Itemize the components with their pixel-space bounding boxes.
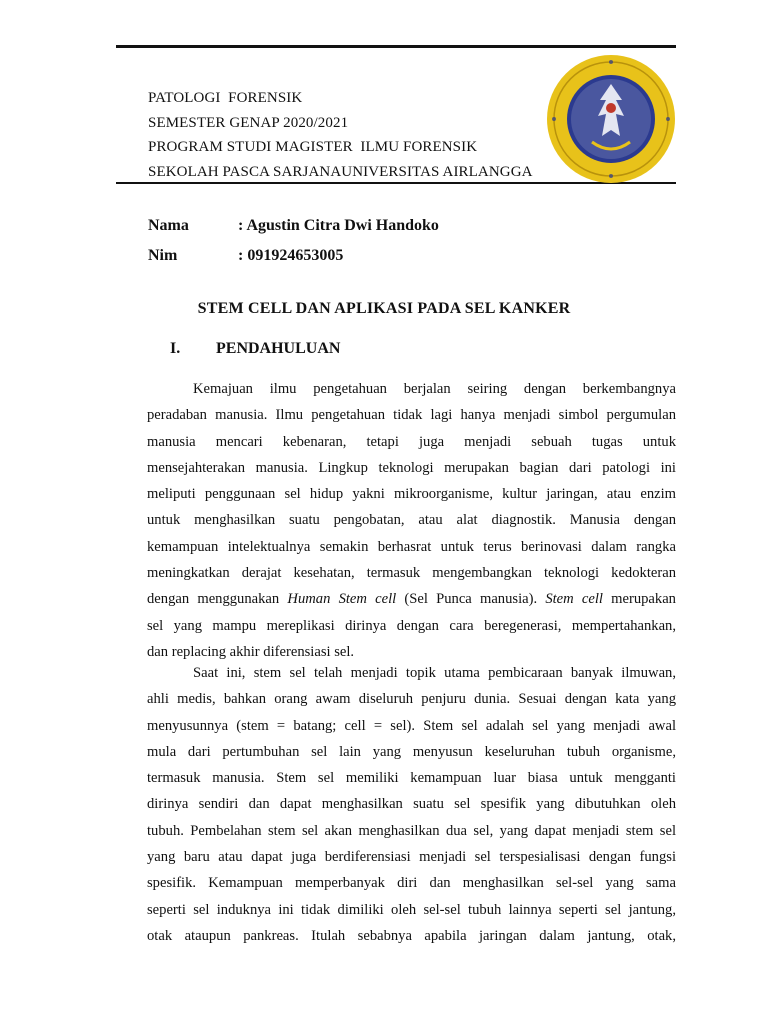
header-course: PATOLOGI FORENSIK [148, 90, 303, 106]
paragraph-line: meningkatkan derajat kesehatan, termasuk mengembangkan teknologi kedokteran [147, 565, 676, 582]
paragraph-1 [147, 376, 676, 665]
paragraph-line: menyusunnya (stem = batang; cell = sel). Stem sel adalah sel yang menjadi awal [147, 717, 676, 734]
paragraph-line: sel yang mampu mereplikasi dirinya dengan cara beregenerasi, mempertahankan, [147, 617, 676, 634]
header-semester: SEMESTER GENAP 2020/2021 [148, 114, 349, 131]
paragraph-line: manusia mencari kebenaran, tetapi juga menjadi sebuah tugas untuk [147, 433, 676, 450]
section-number: I. [170, 340, 181, 357]
nim-label: Nim [148, 247, 178, 264]
paragraph-line: yang baru atau dapat juga berdiferensiasi menjadi sel terspesialisasi dengan fungsi [147, 849, 676, 866]
document-header [148, 86, 533, 184]
paragraph-line: seperti sel induknya ini tidak dimiliki oleh sel-sel tubuh lainnya seperti sel jantung, [147, 901, 676, 918]
paragraph-line: spesifik. Kemampuan memperbanyak diri dan menghasilkan sel-sel yang sama [147, 875, 676, 892]
header-program: PROGRAM STUDI MAGISTER ILMU FORENSIK [148, 139, 478, 155]
text-run: dengan menggunakan [147, 591, 288, 608]
paragraph-line: mula dari pertumbuhan sel lain yang menyusun keseluruhan tubuh organisme, [147, 743, 676, 760]
document-title: STEM CELL DAN APLIKASI PADA SEL KANKER [197, 300, 571, 317]
paragraph-line: dirinya sendiri dan dapat menghasilkan suatu sel spesifik yang dibutuhkan oleh [147, 796, 676, 813]
text-run: merupakan [602, 591, 676, 608]
paragraph-2 [147, 660, 676, 949]
paragraph-line: Saat ini, stem sel telah menjadi topik utama pembicaraan banyak ilmuwan, [193, 665, 676, 681]
paragraph-line: meliputi penggunaan sel hidup yakni mikroorganisme, kultur jaringan, atau enzim [147, 486, 676, 503]
paragraph-line: untuk menghasilkan suatu pengobatan, atau alat diagnostik. Manusia dengan [147, 512, 676, 529]
paragraph-line: peradaban manusia. Ilmu pengetahuan tidak lagi hanya menjadi simbol pergumulan [147, 407, 676, 424]
section-heading [170, 340, 340, 358]
paragraph-line: Kemajuan ilmu pengetahuan berjalan seiring dengan berkembangnya [193, 381, 676, 397]
paragraph-line: dan replacing akhir diferensiasi sel. [147, 643, 355, 660]
paragraph-line: tubuh. Pembelahan stem sel akan menghasilkan dua sel, yang dapat menjadi stem sel [147, 822, 676, 839]
paragraph-line: otak ataupun pankreas. Itulah sebabnya apabila jaringan dalam jantung, otak, [147, 927, 676, 944]
university-seal-logo [544, 52, 678, 186]
student-info [148, 211, 439, 271]
paragraph-line: termasuk manusia. Stem sel memiliki kemampuan luar biasa untuk mengganti [147, 770, 676, 787]
top-rule [116, 45, 676, 48]
header-school: SEKOLAH PASCA SARJANAUNIVERSITAS AIRLANGGA [148, 163, 533, 180]
nim-value: : 091924653005 [238, 247, 344, 264]
name-label: Nama [148, 217, 189, 234]
paragraph-line [147, 586, 676, 612]
text-run: (Sel Punca manusia). [396, 591, 546, 608]
paragraph-line: mensejahterakan manusia. Lingkup teknologi merupakan bagian dari patologi ini [147, 459, 676, 476]
section-title: PENDAHULUAN [216, 340, 341, 357]
name-value: : Agustin Citra Dwi Handoko [238, 217, 439, 234]
paragraph-line: kemampuan intelektualnya semakin berhasrat untuk terus berinovasi dalam rangka [147, 538, 676, 555]
italic-term: Human Stem cell [287, 591, 397, 608]
italic-term: Stem cell [545, 591, 603, 608]
paragraph-line: ahli medis, bahkan orang awam diseluruh penjuru dunia. Sesuai dengan kata yang [147, 691, 676, 708]
